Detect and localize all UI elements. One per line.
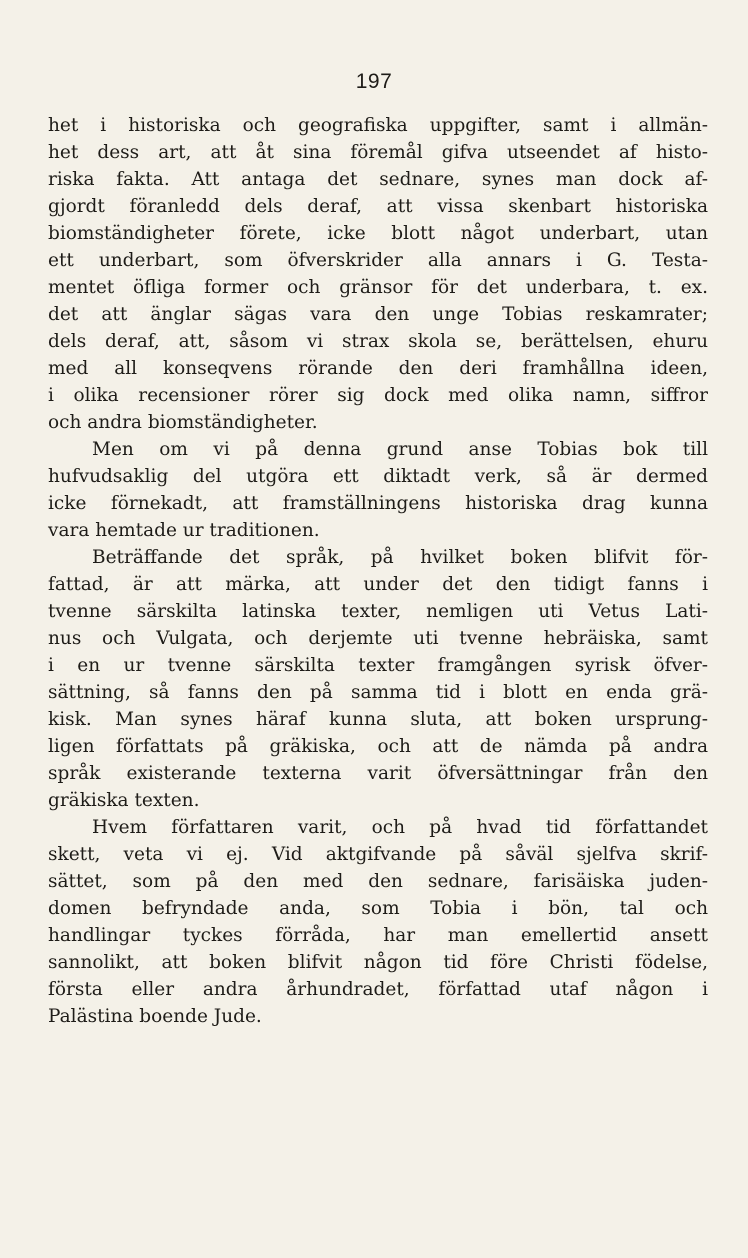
text-line: hufvudsaklig del utgöra ett diktadt verk, så är dermed	[48, 466, 708, 487]
text-line: första eller andra århundradet, författad utaf någon i	[48, 979, 708, 1000]
text-line: biomständigheter förete, icke blott något underbart, utan	[48, 223, 708, 244]
text-line: i en ur tvenne särskilta texter framgången syrisk öfver-	[48, 655, 708, 676]
text-line: icke förnekadt, att framställningens historiska drag kunna	[48, 493, 708, 514]
text-line: dels deraf, att, såsom vi strax skola se, berättelsen, ehuru	[48, 331, 708, 352]
text-line: ett underbart, som öfverskrider alla annars i G. Testa-	[48, 250, 708, 271]
text-line: gräkiska texten.	[48, 790, 200, 811]
text-line: Palästina boende Jude.	[48, 1006, 262, 1027]
text-line: fattad, är att märka, att under det den tidigt fanns i	[48, 574, 708, 595]
text-line: het dess art, att åt sina föremål gifva utseendet af histo-	[48, 142, 708, 163]
text-line: het i historiska och geografiska uppgifter, samt i allmän-	[48, 115, 708, 136]
text-line: Hvem författaren varit, och på hvad tid författandet	[92, 817, 708, 838]
text-line: vara hemtade ur traditionen.	[48, 520, 320, 541]
text-line: kisk. Man synes häraf kunna sluta, att boken ursprung-	[48, 709, 708, 730]
text-line: domen befryndade anda, som Tobia i bön, tal och	[48, 898, 708, 919]
text-line: sannolikt, att boken blifvit någon tid före Christi födelse,	[48, 952, 708, 973]
text-line: i olika recensioner rörer sig dock med olika namn, siffror	[48, 385, 708, 406]
text-line: mentet öfliga former och gränsor för det underbara, t. ex.	[48, 277, 708, 298]
text-line: det att änglar sägas vara den unge Tobias reskamrater;	[48, 304, 708, 325]
text-line: med all konseqvens rörande den deri framhållna ideen,	[48, 358, 708, 379]
page-number: 197	[355, 70, 393, 93]
text-line: tvenne särskilta latinska texter, nemligen uti Vetus Lati-	[48, 601, 708, 622]
text-line: gjordt föranledd dels deraf, att vissa skenbart historiska	[48, 196, 708, 217]
text-line: sättning, så fanns den på samma tid i blott en enda grä-	[48, 682, 708, 703]
text-line: skett, veta vi ej. Vid aktgifvande på såväl sjelfva skrif-	[48, 844, 708, 865]
text-line: språk existerande texterna varit öfversättningar från den	[48, 763, 708, 784]
text-line: Men om vi på denna grund anse Tobias bok till	[92, 439, 708, 460]
text-line: nus och Vulgata, och derjemte uti tvenne hebräiska, samt	[48, 628, 708, 649]
text-line: Beträffande det språk, på hvilket boken blifvit för-	[92, 547, 708, 568]
body-text	[48, 112, 708, 1030]
text-line: och andra biomständigheter.	[48, 412, 318, 433]
text-line: handlingar tyckes förråda, har man emellertid ansett	[48, 925, 708, 946]
text-line: ligen författats på gräkiska, och att de nämda på andra	[48, 736, 708, 757]
text-line: sättet, som på den med den sednare, farisäiska juden-	[48, 871, 708, 892]
text-line: riska fakta. Att antaga det sednare, synes man dock af-	[48, 169, 708, 190]
